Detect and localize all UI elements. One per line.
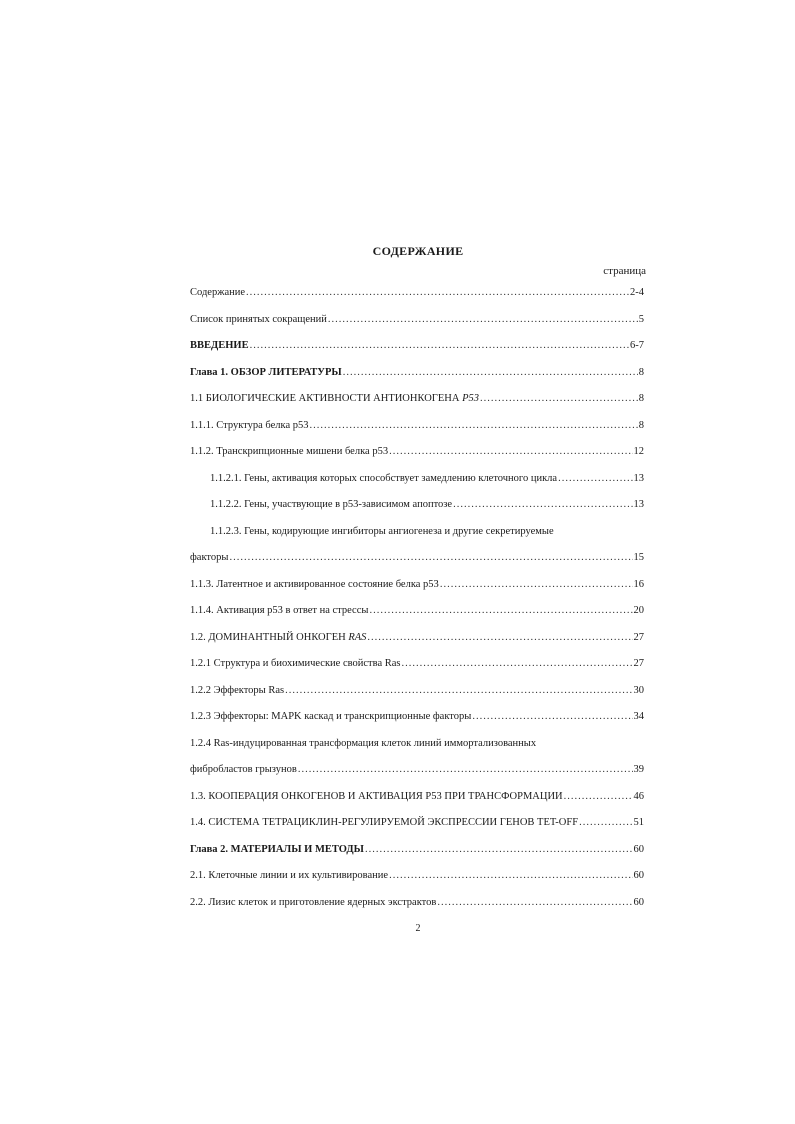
toc-entry-page: 20 <box>633 605 644 616</box>
toc-entry[interactable] <box>190 444 644 460</box>
toc-entry[interactable] <box>190 683 644 699</box>
toc-entry-page: 12 <box>633 446 644 457</box>
toc-entry[interactable] <box>210 471 644 487</box>
toc-entry-page: 46 <box>633 790 644 802</box>
toc-entry-page: 5 <box>638 313 644 325</box>
toc-entry-page: 30 <box>633 684 644 696</box>
toc-leader-dots <box>579 815 632 831</box>
toc-entry-label <box>210 524 554 540</box>
toc-leader-dots <box>328 312 638 328</box>
toc-entry-page: 6-7 <box>630 340 644 351</box>
toc-entry-text: 1.1.2. Транскрипционные мишени белка p53 <box>190 446 389 457</box>
toc-entry-label <box>190 577 439 593</box>
toc-entry-label <box>190 736 536 752</box>
toc-leader-dots <box>440 577 633 593</box>
toc-entry-text: 1.1.4. Активация p53 в ответ на стрессы <box>190 605 369 616</box>
toc-entry-text: Глава 2. МАТЕРИАЛЫ И МЕТОДЫ <box>190 843 364 855</box>
toc-entry-label <box>190 815 578 831</box>
toc-entry[interactable] <box>190 312 644 328</box>
toc-entry-page: 60 <box>633 843 644 855</box>
toc-leader-dots <box>246 285 629 301</box>
toc-entry-text: 1.1.2.2. Гены, участвующие в p53-зависимом апоптозе <box>210 499 453 510</box>
toc-leader-dots <box>309 418 637 434</box>
toc-leader-dots <box>285 683 632 699</box>
toc-entry[interactable] <box>190 815 644 831</box>
toc-leader-dots <box>401 656 632 672</box>
toc-entry-label <box>190 365 342 381</box>
toc-entry-text: 2.2. Лизис клеток и приготовление ядерных экстрактов <box>190 896 437 908</box>
toc-entry-label <box>190 312 327 328</box>
toc-entry[interactable] <box>190 603 644 619</box>
toc-entry-italic: RAS <box>348 631 367 643</box>
toc-entry-label <box>210 471 557 487</box>
toc-entry-page: 15 <box>633 552 644 563</box>
toc-entry[interactable] <box>190 868 644 884</box>
page-number: 2 <box>415 923 421 934</box>
toc-entry-text: 1.2.3 Эффекторы: MAPK каскад и транскрипционные факторы <box>190 711 472 722</box>
toc-leader-dots <box>453 497 632 513</box>
toc-entry[interactable] <box>190 736 644 752</box>
toc-entry-page: 16 <box>633 578 644 590</box>
toc-entry-text: 1.2. ДОМИНАНТНЫЙ ОНКОГЕН <box>190 631 346 643</box>
toc-leader-dots <box>365 842 633 858</box>
toc-entry-page: 27 <box>633 658 644 669</box>
toc-entry-label <box>190 683 284 699</box>
toc-entry-text: фибробластов грызунов <box>190 764 297 775</box>
toc-entry[interactable] <box>190 656 644 672</box>
toc-entry[interactable] <box>190 550 644 566</box>
toc-entry-text: 1.1.2.3. Гены, кодирующие ингибиторы ангиогенеза и другие секретируемые <box>210 525 554 537</box>
toc-entry-page: 51 <box>633 817 644 828</box>
toc-entry-label <box>190 656 400 672</box>
toc-entry-label <box>190 842 364 858</box>
toc-entry-text: Содержание <box>190 287 246 298</box>
toc-entry-label <box>190 338 249 354</box>
toc-entry-text: 1.2.2 Эффекторы Ras <box>190 684 285 696</box>
toc-entry-text: 1.2.4 Ras-индуцированная трансформация клеток линий иммортализованных <box>190 737 537 749</box>
toc-leader-dots <box>250 338 629 354</box>
toc-entry-text: 2.1. Клеточные линии и их культивирование <box>190 870 389 881</box>
toc-entry-page: 8 <box>638 419 644 431</box>
toc-leader-dots <box>480 391 638 407</box>
toc-leader-dots <box>389 868 632 884</box>
toc-entry-label <box>190 418 308 434</box>
toc-entry[interactable] <box>190 338 644 354</box>
toc-entry[interactable] <box>210 497 644 513</box>
toc-entry-page: 8 <box>638 366 644 378</box>
toc-entry-page: 34 <box>633 711 644 722</box>
toc-entry[interactable] <box>190 418 644 434</box>
toc-leader-dots <box>564 789 633 805</box>
toc-leader-dots <box>298 762 633 778</box>
toc-leader-dots <box>472 709 632 725</box>
toc-entry-page: 2-4 <box>630 287 644 298</box>
toc-entry-label <box>190 789 563 805</box>
toc-entry[interactable] <box>190 895 644 911</box>
toc-entry[interactable] <box>190 789 644 805</box>
toc-entry-label <box>190 603 368 619</box>
page-title: СОДЕРЖАНИЕ <box>372 244 464 258</box>
toc-entry-text: 1.1.1. Структура белка p53 <box>190 419 309 431</box>
toc-entry-page: 39 <box>633 764 644 775</box>
toc-entry-text: факторы <box>190 552 229 563</box>
toc-entry-text: Глава 1. ОБЗОР ЛИТЕРАТУРЫ <box>190 366 342 378</box>
toc-entry-text: ВВЕДЕНИЕ <box>190 340 249 351</box>
toc-entry-page: 13 <box>633 472 644 484</box>
toc-entry-text: 1.1.2.1. Гены, активация которых способствует замедлению клеточного цикла <box>210 472 558 484</box>
toc-leader-dots <box>369 603 632 619</box>
toc-entry-label <box>190 630 366 646</box>
toc-entry[interactable] <box>190 285 644 301</box>
toc-leader-dots <box>437 895 632 911</box>
toc-entry-label <box>190 550 228 566</box>
page-column-label: страница <box>603 265 646 277</box>
toc-entry-page: 27 <box>633 631 644 643</box>
toc-entry-label <box>190 895 436 911</box>
toc-entry-label <box>210 497 452 513</box>
toc-entry[interactable] <box>190 630 644 646</box>
toc-entry[interactable] <box>190 577 644 593</box>
toc-entry-page: 8 <box>638 393 644 404</box>
toc-entry-page: 60 <box>633 870 644 881</box>
toc-entry-page: 60 <box>633 896 644 908</box>
toc-leader-dots <box>367 630 632 646</box>
toc-entry-label <box>190 709 471 725</box>
toc-entry-label <box>190 285 245 301</box>
toc-leader-dots <box>389 444 632 460</box>
toc-entry-text: 1.1 БИОЛОГИЧЕСКИЕ АКТИВНОСТИ АНТИОНКОГЕНА <box>190 393 460 404</box>
toc-entry-label <box>190 762 297 778</box>
toc-entry-italic: P53 <box>462 393 479 404</box>
toc-entry[interactable] <box>190 709 644 725</box>
toc-entry[interactable] <box>210 524 644 540</box>
toc-entry-label <box>190 868 388 884</box>
toc-entry-text: Список принятых сокращений <box>190 313 327 325</box>
toc-entry[interactable] <box>190 762 644 778</box>
toc-entry-label <box>190 391 479 407</box>
toc-entry-label <box>190 444 388 460</box>
toc-entry-page: 13 <box>633 499 644 510</box>
toc-entry[interactable] <box>190 365 644 381</box>
toc-leader-dots <box>343 365 638 381</box>
toc-entry-text: 1.4. СИСТЕМА ТЕТРАЦИКЛИН-РЕГУЛИРУЕМОЙ ЭКСПРЕССИИ ГЕНОВ TET-OFF <box>190 817 579 828</box>
toc-entry-text: 1.1.3. Латентное и активированное состояние белка p53 <box>190 578 439 590</box>
toc-entry[interactable] <box>190 842 644 858</box>
toc-entry[interactable] <box>190 391 644 407</box>
toc-leader-dots <box>558 471 632 487</box>
toc-entry-text: 1.2.1 Структура и биохимические свойства Ras <box>190 658 401 669</box>
toc-leader-dots <box>229 550 632 566</box>
toc-entry-text: 1.3. КООПЕРАЦИЯ ОНКОГЕНОВ И АКТИВАЦИЯ P53 ПРИ ТРАНСФОРМАЦИИ <box>190 790 563 802</box>
